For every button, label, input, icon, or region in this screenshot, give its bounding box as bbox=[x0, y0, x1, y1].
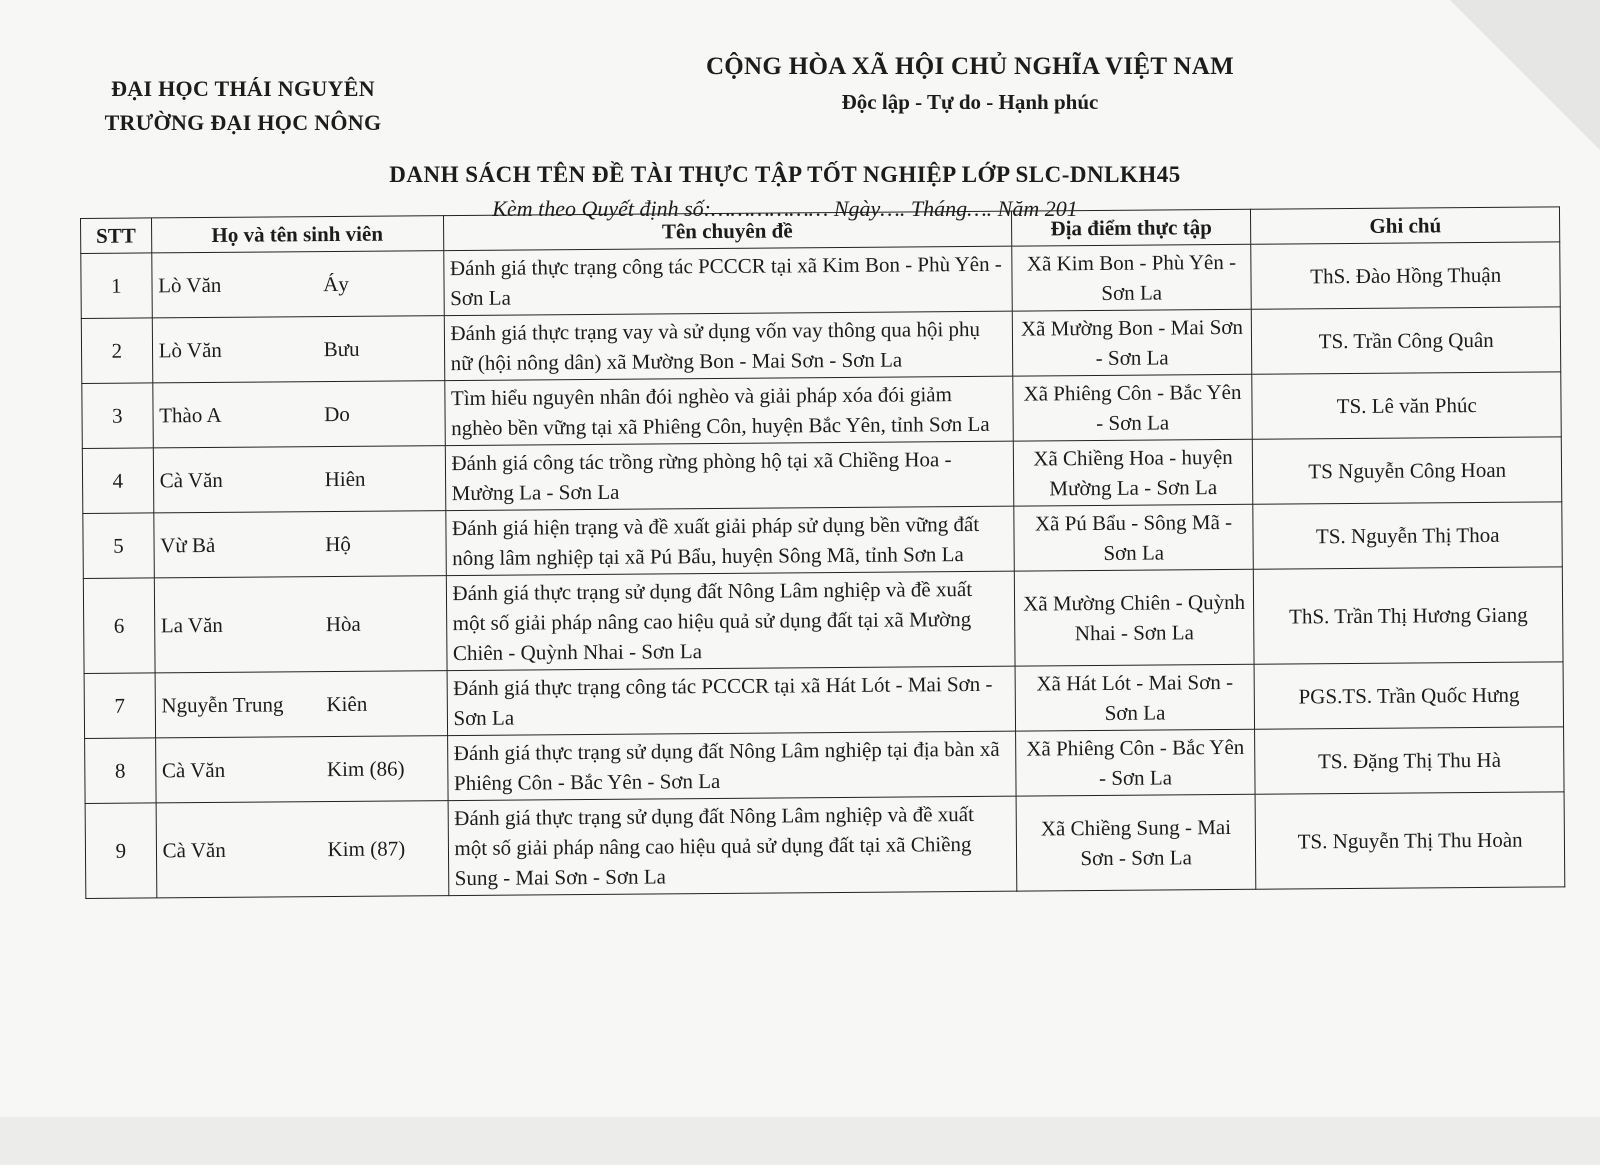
row-stt: 4 bbox=[82, 448, 153, 514]
row-stt: 5 bbox=[83, 513, 154, 579]
student-given-name: Áy bbox=[323, 271, 349, 297]
student-given-name: Bưu bbox=[323, 336, 360, 362]
institution-header bbox=[78, 72, 408, 140]
student-given-name: Hộ bbox=[325, 531, 351, 557]
row-place: Xã Hát Lót - Mai Sơn - Sơn La bbox=[1015, 664, 1255, 731]
student-first-name: Thào A bbox=[159, 402, 222, 428]
row-supervisor: PGS.TS. Trần Quốc Hưng bbox=[1254, 662, 1563, 729]
student-given-name: Hòa bbox=[325, 611, 361, 637]
row-topic: Đánh giá hiện trạng và đề xuất giải pháp sử dụng bền vững đất nông lâm nghiệp tại xã Pú Bẩu, huyện Sông Mã, tỉnh Sơn La bbox=[445, 506, 1014, 575]
row-student bbox=[152, 381, 444, 448]
row-supervisor: TS. Nguyễn Thị Thoa bbox=[1253, 502, 1562, 569]
row-topic: Đánh giá thực trạng sử dụng đất Nông Lâm nghiệp tại địa bàn xã Phiêng Côn - Bắc Yên - Sơn La bbox=[447, 731, 1016, 800]
table-row bbox=[81, 307, 1560, 384]
student-first-name: Cà Văn bbox=[159, 467, 223, 493]
student-given-name: Kim (87) bbox=[327, 836, 406, 862]
row-topic: Đánh giá thực trạng sử dụng đất Nông Lâm nghiệp và đề xuất một số giải pháp nâng cao hiệu quả sử dụng đất tại xã Chiềng Sung - Mai Sơn - Sơn La bbox=[448, 796, 1017, 895]
table-row bbox=[81, 242, 1560, 319]
row-place: Xã Kim Bon - Phù Yên - Sơn La bbox=[1011, 244, 1251, 311]
header-topic: Tên chuyên đề bbox=[443, 211, 1011, 250]
row-supervisor: TS. Trần Công Quân bbox=[1252, 307, 1561, 374]
row-place: Xã Chiềng Hoa - huyện Mường La - Sơn La bbox=[1013, 439, 1253, 506]
university-name: ĐẠI HỌC THÁI NGUYÊN bbox=[111, 76, 375, 101]
student-first-name: Nguyễn Trung bbox=[161, 692, 284, 718]
row-place: Xã Mường Chiên - Quỳnh Nhai - Sơn La bbox=[1014, 569, 1254, 666]
row-stt: 3 bbox=[82, 383, 153, 449]
header-stt: STT bbox=[81, 218, 152, 254]
header-place: Địa điểm thực tập bbox=[1011, 209, 1251, 246]
table-row bbox=[85, 792, 1565, 899]
school-name: TRƯỜNG ĐẠI HỌC NÔNG bbox=[104, 110, 382, 135]
national-motto: Độc lập - Tự do - Hạnh phúc bbox=[841, 90, 1099, 114]
table-row bbox=[85, 727, 1564, 804]
row-topic: Đánh giá công tác trồng rừng phòng hộ tại xã Chiềng Hoa - Mường La - Sơn La bbox=[445, 441, 1014, 510]
student-first-name: Cà Văn bbox=[161, 757, 226, 783]
row-topic: Đánh giá thực trạng công tác PCCCR tại xã Kim Bon - Phù Yên - Sơn La bbox=[443, 246, 1012, 315]
header-note: Ghi chú bbox=[1251, 207, 1560, 244]
student-first-name: Lò Văn bbox=[158, 337, 222, 363]
table-row bbox=[82, 437, 1561, 514]
row-supervisor: TS. Lê văn Phúc bbox=[1252, 372, 1561, 439]
table-row bbox=[83, 502, 1562, 579]
row-stt: 7 bbox=[84, 673, 155, 739]
student-given-name: Hiên bbox=[324, 466, 366, 492]
row-stt: 9 bbox=[85, 803, 156, 899]
row-topic: Đánh giá thực trạng vay và sử dụng vốn vay thông qua hội phụ nữ (hội nông dân) xã Mường Bon - Mai Sơn - Sơn La bbox=[444, 311, 1013, 380]
country-name: CỘNG HÒA XÃ HỘI CHỦ NGHĨA VIỆT NAM bbox=[705, 53, 1235, 80]
row-student bbox=[154, 576, 447, 673]
document-title: DANH SÁCH TÊN ĐỀ TÀI THỰC TẬP TỐT NGHIỆP LỚP SLC-DNLKH45 bbox=[389, 162, 1181, 187]
student-first-name: Vừ Bả bbox=[160, 532, 216, 558]
national-header bbox=[660, 48, 1280, 118]
row-place: Xã Mường Bon - Mai Sơn - Sơn La bbox=[1012, 309, 1252, 376]
row-supervisor: TS. Đặng Thị Thu Hà bbox=[1255, 727, 1564, 794]
student-given-name: Kiên bbox=[326, 691, 368, 717]
row-student bbox=[155, 736, 447, 803]
header-name: Họ và tên sinh viên bbox=[151, 216, 443, 253]
topic-table bbox=[80, 206, 1565, 899]
scan-bottom-edge bbox=[0, 1117, 1600, 1165]
row-supervisor: TS Nguyễn Công Hoan bbox=[1253, 437, 1562, 504]
page-fold-corner bbox=[1450, 0, 1600, 150]
row-student bbox=[156, 801, 449, 898]
student-first-name: La Văn bbox=[160, 612, 223, 638]
row-student bbox=[151, 251, 443, 318]
row-supervisor: TS. Nguyễn Thị Thu Hoàn bbox=[1255, 792, 1564, 889]
row-topic: Tìm hiểu nguyên nhân đói nghèo và giải pháp xóa đói giảm nghèo bền vững tại xã Phiêng Côn, huyện Bắc Yên, tỉnh Sơn La bbox=[444, 376, 1013, 445]
row-place: Xã Chiềng Sung - Mai Sơn - Sơn La bbox=[1016, 794, 1256, 891]
table-row bbox=[82, 372, 1561, 449]
row-place: Xã Pú Bẩu - Sông Mã - Sơn La bbox=[1014, 504, 1254, 571]
student-given-name: Do bbox=[324, 401, 350, 427]
row-place: Xã Phiêng Côn - Bắc Yên - Sơn La bbox=[1013, 374, 1253, 441]
row-stt: 6 bbox=[83, 578, 154, 674]
document-subtitle: Kèm theo Quyết định số:……………… Ngày…. Tháng…. Năm 201 bbox=[492, 196, 1078, 221]
row-student bbox=[153, 511, 445, 578]
row-topic: Đánh giá thực trạng công tác PCCCR tại xã Hát Lót - Mai Sơn - Sơn La bbox=[447, 666, 1016, 735]
student-first-name: Cà Văn bbox=[162, 837, 226, 863]
row-student bbox=[155, 671, 447, 738]
row-student bbox=[152, 316, 444, 383]
table-row bbox=[83, 567, 1563, 674]
row-supervisor: ThS. Đào Hồng Thuận bbox=[1251, 242, 1560, 309]
student-given-name: Kim (86) bbox=[326, 756, 405, 782]
row-topic: Đánh giá thực trạng sử dụng đất Nông Lâm nghiệp và đề xuất một số giải pháp nâng cao hiệu quả sử dụng đất tại xã Mường Chiên - Quỳnh Nhai - Sơn La bbox=[446, 571, 1015, 670]
table-row bbox=[84, 662, 1563, 739]
row-place: Xã Phiêng Côn - Bắc Yên - Sơn La bbox=[1015, 729, 1255, 796]
row-supervisor: ThS. Trần Thị Hương Giang bbox=[1254, 567, 1563, 664]
row-stt: 1 bbox=[81, 253, 152, 319]
row-stt: 8 bbox=[85, 738, 156, 804]
row-stt: 2 bbox=[81, 318, 152, 384]
student-first-name: Lò Văn bbox=[158, 272, 222, 298]
row-student bbox=[153, 446, 445, 513]
